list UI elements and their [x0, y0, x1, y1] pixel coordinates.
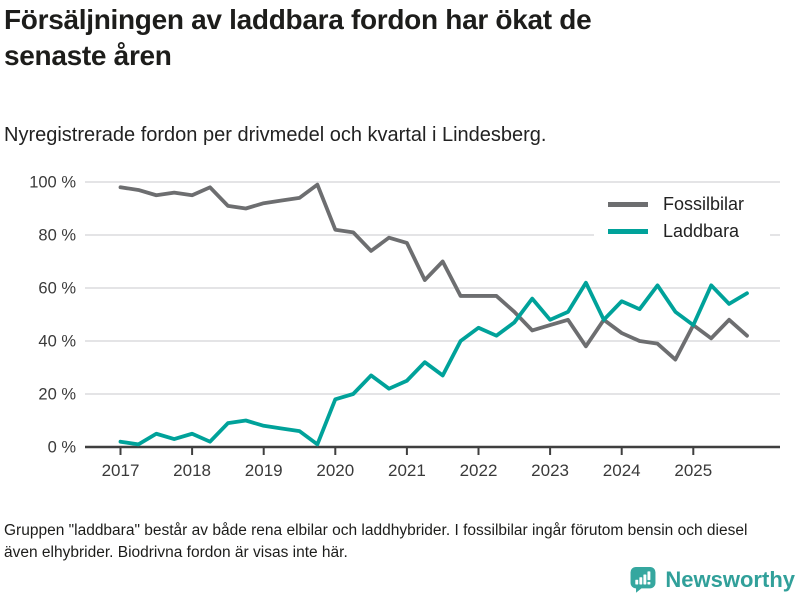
series-line-laddbara	[121, 283, 748, 445]
x-tick-label: 2023	[531, 461, 570, 480]
newsworthy-brand	[629, 566, 795, 593]
x-tick-label: 2021	[387, 461, 426, 480]
page-title: Försäljningen av laddbara fordon har ökat de senaste åren	[4, 4, 592, 71]
y-tick-label: 40 %	[38, 332, 76, 351]
y-tick-label: 0 %	[47, 438, 76, 457]
y-tick-label: 80 %	[38, 226, 76, 245]
x-tick-label: 2018	[173, 461, 212, 480]
legend-item-laddbara	[594, 218, 770, 245]
laddbara-line-swatch	[608, 229, 648, 234]
chart-subtitle: Nyregistrerade fordon per drivmedel och kvartal i Lindesberg.	[4, 124, 547, 146]
y-tick-label: 20 %	[38, 385, 76, 404]
fossilbilar-line-swatch	[608, 202, 648, 207]
chart-legend	[594, 189, 770, 247]
legend-item-fossilbilar	[594, 191, 770, 218]
x-tick-label: 2024	[602, 461, 641, 480]
x-tick-label: 2020	[316, 461, 355, 480]
legend-label: Laddbara	[663, 221, 740, 241]
x-tick-label: 2022	[459, 461, 498, 480]
x-tick-label: 2017	[101, 461, 140, 480]
y-tick-label: 100 %	[29, 173, 76, 192]
y-tick-label: 60 %	[38, 279, 76, 298]
x-tick-label: 2019	[244, 461, 283, 480]
legend-label: Fossilbilar	[663, 194, 745, 214]
x-tick-label: 2025	[674, 461, 713, 480]
chart-footnote: Gruppen "laddbara" består av både rena elbilar och laddhybrider. I fossilbilar ingår förutom bensin och diesel även elhybrider. Biodrivna fordon är visas inte här.	[4, 522, 748, 561]
bar-chart-speech-bubble-icon	[629, 566, 657, 593]
brand-name: Newsworthy	[665, 566, 795, 592]
